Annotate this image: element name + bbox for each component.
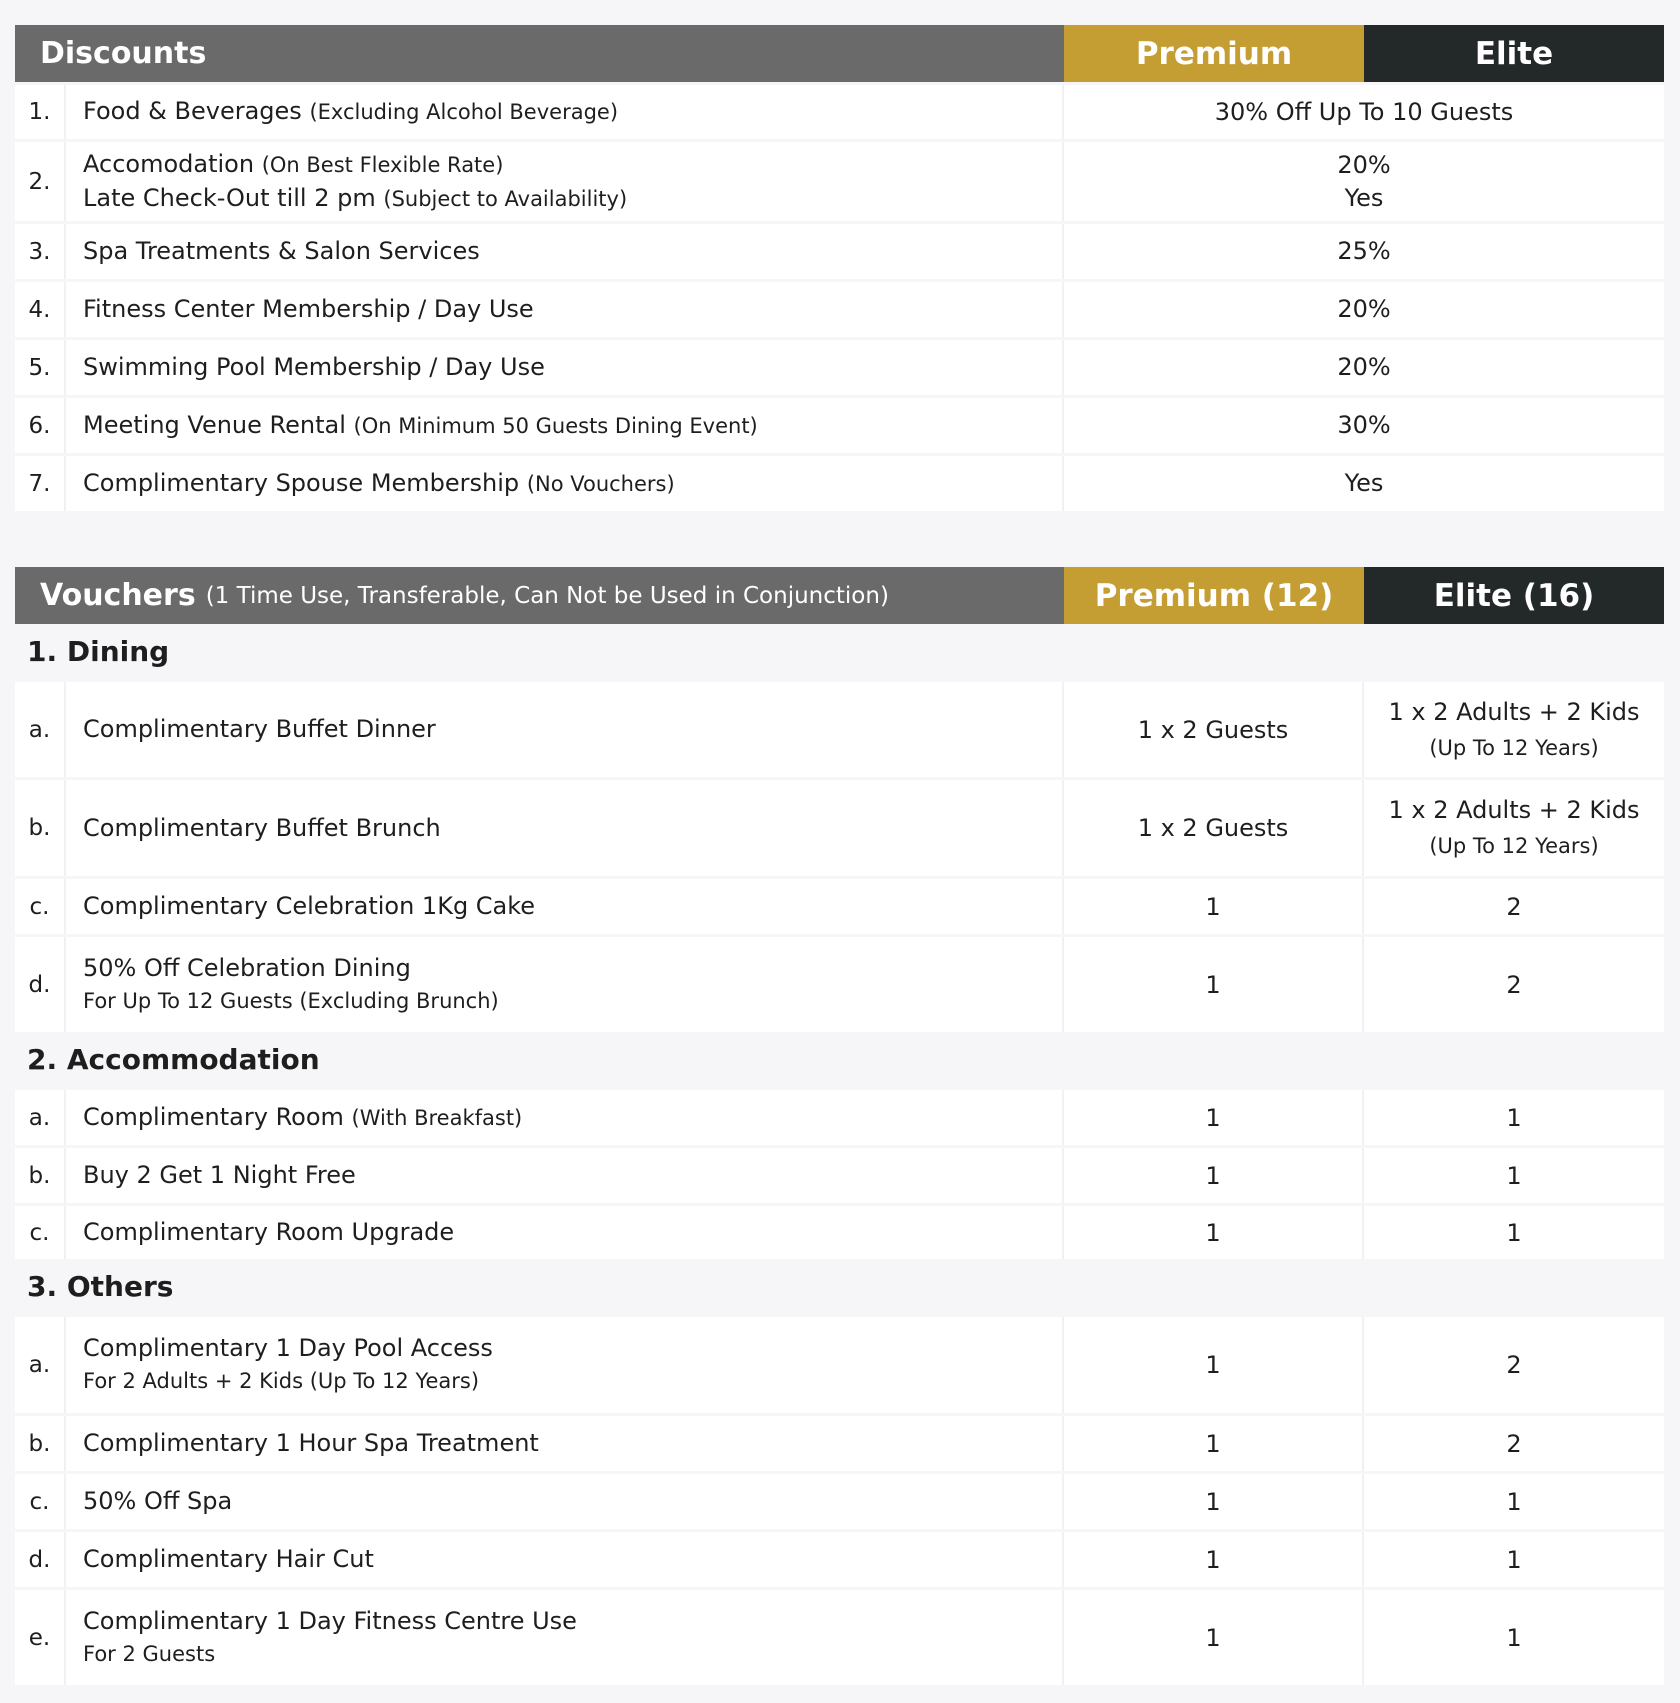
row-description [66, 1317, 1064, 1413]
row-number: 3. [15, 224, 66, 279]
row-letter: c. [15, 879, 66, 934]
item-label: Complimentary Hair Cut [83, 1545, 374, 1573]
elite-column-header: Elite [1364, 25, 1664, 82]
item-label: Complimentary Room [83, 1102, 344, 1131]
row-letter: d. [15, 937, 66, 1032]
row-description [66, 340, 1064, 395]
elite-value: 1 [1506, 1161, 1522, 1190]
row-value [1064, 398, 1664, 453]
section-title-dining: 1. Dining [27, 635, 170, 668]
table-row [15, 1471, 1664, 1529]
row-number: 2. [15, 142, 66, 221]
item-note: (With Breakfast) [351, 1105, 523, 1130]
table-row [15, 934, 1664, 1032]
vouchers-header [15, 567, 1664, 624]
item-label: Complimentary Buffet Dinner [83, 715, 436, 743]
elite-value: 2 [1506, 970, 1522, 999]
elite-value: 1 [1506, 1103, 1522, 1132]
table-row [15, 82, 1664, 139]
item-label: Buy 2 Get 1 Night Free [83, 1161, 356, 1189]
table-row [15, 453, 1664, 511]
row-letter: a. [15, 682, 66, 777]
premium-value: 1 [1064, 1532, 1364, 1587]
row-letter: d. [15, 1532, 66, 1587]
premium-value: 1 [1064, 1090, 1364, 1145]
item-label: Fitness Center Membership / Day Use [83, 295, 534, 323]
elite-column-header: Elite (16) [1364, 567, 1664, 624]
row-description [66, 780, 1064, 876]
row-value [1064, 340, 1664, 395]
table-row [15, 1587, 1664, 1685]
discounts-table [15, 25, 1664, 511]
premium-column-header: Premium (12) [1064, 567, 1364, 624]
item-label: Complimentary Room Upgrade [83, 1218, 455, 1246]
row-value [1064, 142, 1664, 221]
row-description [66, 1474, 1064, 1529]
row-value [1064, 224, 1664, 279]
premium-value: 1 [1064, 879, 1364, 934]
elite-value [1364, 780, 1664, 876]
row-number: 6. [15, 398, 66, 453]
row-description [66, 282, 1064, 337]
item-label: 50% Off Celebration Dining [83, 953, 411, 982]
row-number: 1. [15, 85, 66, 139]
item-label: Spa Treatments & Salon Services [83, 237, 480, 265]
row-description [66, 682, 1064, 777]
row-description [66, 937, 1064, 1032]
table-row [15, 395, 1664, 453]
vouchers-table [15, 567, 1664, 1685]
row-description [66, 1416, 1064, 1471]
table-row [15, 1087, 1664, 1145]
row-description [66, 1090, 1064, 1145]
elite-value: 1 [1506, 1623, 1522, 1652]
premium-column-header: Premium [1064, 25, 1364, 82]
item-note: (Excluding Alcohol Beverage) [309, 100, 619, 124]
premium-value: 1 [1064, 1474, 1364, 1529]
table-row [15, 777, 1664, 876]
premium-value: 1 [1064, 1590, 1364, 1685]
row-letter: c. [15, 1474, 66, 1529]
item-note: (Subject to Availability) [383, 186, 628, 211]
elite-value [1364, 682, 1664, 777]
row-description [66, 224, 1064, 279]
value-line: 30% [1337, 411, 1391, 439]
table-row [15, 876, 1664, 934]
value-line: Yes [1344, 183, 1384, 212]
item-label: Complimentary 1 Day Pool Access [83, 1334, 493, 1362]
table-row [15, 139, 1664, 221]
elite-value-note: (Up To 12 Years) [1429, 834, 1599, 858]
premium-value: 1 x 2 Guests [1064, 682, 1364, 777]
row-description [66, 142, 1064, 221]
item-sub: For 2 Adults + 2 Kids (Up To 12 Years) [83, 1369, 480, 1393]
table-row [15, 1413, 1664, 1471]
section-title-others: 3. Others [27, 1270, 174, 1303]
row-description [66, 879, 1064, 934]
elite-value: 1 [1506, 1218, 1522, 1247]
item-label: Food & Beverages [83, 97, 302, 125]
item-note: (On Minimum 50 Guests Dining Event) [353, 413, 758, 438]
item-label: Swimming Pool Membership / Day Use [83, 353, 545, 381]
discounts-header [15, 25, 1664, 82]
item-label: Complimentary 1 Day Fitness Centre Use [83, 1606, 577, 1635]
premium-value: 1 [1064, 1416, 1364, 1471]
value-line: 20% [1337, 353, 1391, 381]
elite-value-main: 1 x 2 Adults + 2 Kids [1388, 796, 1640, 824]
row-description [66, 1532, 1064, 1587]
item-sub: For Up To 12 Guests (Excluding Brunch) [83, 988, 499, 1013]
vouchers-title [15, 567, 1064, 624]
row-letter: b. [15, 1148, 66, 1203]
value-line: 30% Off Up To 10 Guests [1214, 97, 1514, 126]
table-row [15, 679, 1664, 777]
elite-value: 2 [1506, 892, 1522, 921]
item-label: 50% Off Spa [83, 1487, 233, 1515]
table-row [15, 1145, 1664, 1203]
premium-value: 1 x 2 Guests [1064, 780, 1364, 876]
elite-value: 1 [1506, 1545, 1522, 1574]
premium-value: 1 [1064, 937, 1364, 1032]
item-label: Late Check-Out till 2 pm [83, 183, 376, 212]
vouchers-subtitle: (1 Time Use, Transferable, Can Not be Used in Conjunction) [205, 582, 889, 609]
row-description [66, 456, 1064, 511]
item-note: (No Vouchers) [526, 471, 675, 496]
value-line: 20% [1337, 295, 1391, 323]
section-title-accommodation: 2. Accommodation [27, 1043, 320, 1076]
item-note: (On Best Flexible Rate) [261, 152, 504, 177]
premium-value: 1 [1064, 1206, 1364, 1259]
vouchers-title-label: Vouchers [40, 578, 196, 613]
row-letter: e. [15, 1590, 66, 1685]
value-line: 20% [1337, 150, 1391, 179]
elite-value: 1 [1506, 1487, 1522, 1516]
item-label: Complimentary Celebration 1Kg Cake [83, 892, 536, 920]
elite-value-main: 1 x 2 Adults + 2 Kids [1388, 697, 1640, 726]
row-letter: a. [15, 1317, 66, 1413]
row-description [66, 398, 1064, 453]
elite-value: 2 [1506, 1351, 1522, 1379]
item-label: Meeting Venue Rental [83, 410, 346, 439]
table-row [15, 1529, 1664, 1587]
elite-value-note: (Up To 12 Years) [1429, 735, 1599, 760]
row-letter: a. [15, 1090, 66, 1145]
premium-value: 1 [1064, 1317, 1364, 1413]
row-number: 4. [15, 282, 66, 337]
row-description [66, 85, 1064, 139]
discounts-title: Discounts [15, 25, 1064, 82]
row-description [66, 1148, 1064, 1203]
row-letter: b. [15, 780, 66, 876]
table-row [15, 221, 1664, 279]
item-label: Complimentary Spouse Membership [83, 468, 520, 497]
row-value [1064, 85, 1664, 139]
row-value [1064, 456, 1664, 511]
item-label: Complimentary Buffet Brunch [83, 813, 441, 842]
value-line: Yes [1344, 469, 1384, 497]
row-number: 7. [15, 456, 66, 511]
row-description [66, 1590, 1064, 1685]
table-row [15, 1314, 1664, 1413]
item-label: Complimentary 1 Hour Spa Treatment [83, 1429, 539, 1457]
table-row [15, 1203, 1664, 1259]
table-row [15, 279, 1664, 337]
row-letter: b. [15, 1416, 66, 1471]
value-line: 25% [1337, 237, 1391, 265]
premium-value: 1 [1064, 1148, 1364, 1203]
table-row [15, 337, 1664, 395]
item-label: Accomodation [83, 149, 255, 178]
row-value [1064, 282, 1664, 337]
item-sub: For 2 Guests [83, 1641, 216, 1666]
row-letter: c. [15, 1206, 66, 1259]
row-number: 5. [15, 340, 66, 395]
row-description [66, 1206, 1064, 1259]
elite-value: 2 [1506, 1429, 1522, 1458]
